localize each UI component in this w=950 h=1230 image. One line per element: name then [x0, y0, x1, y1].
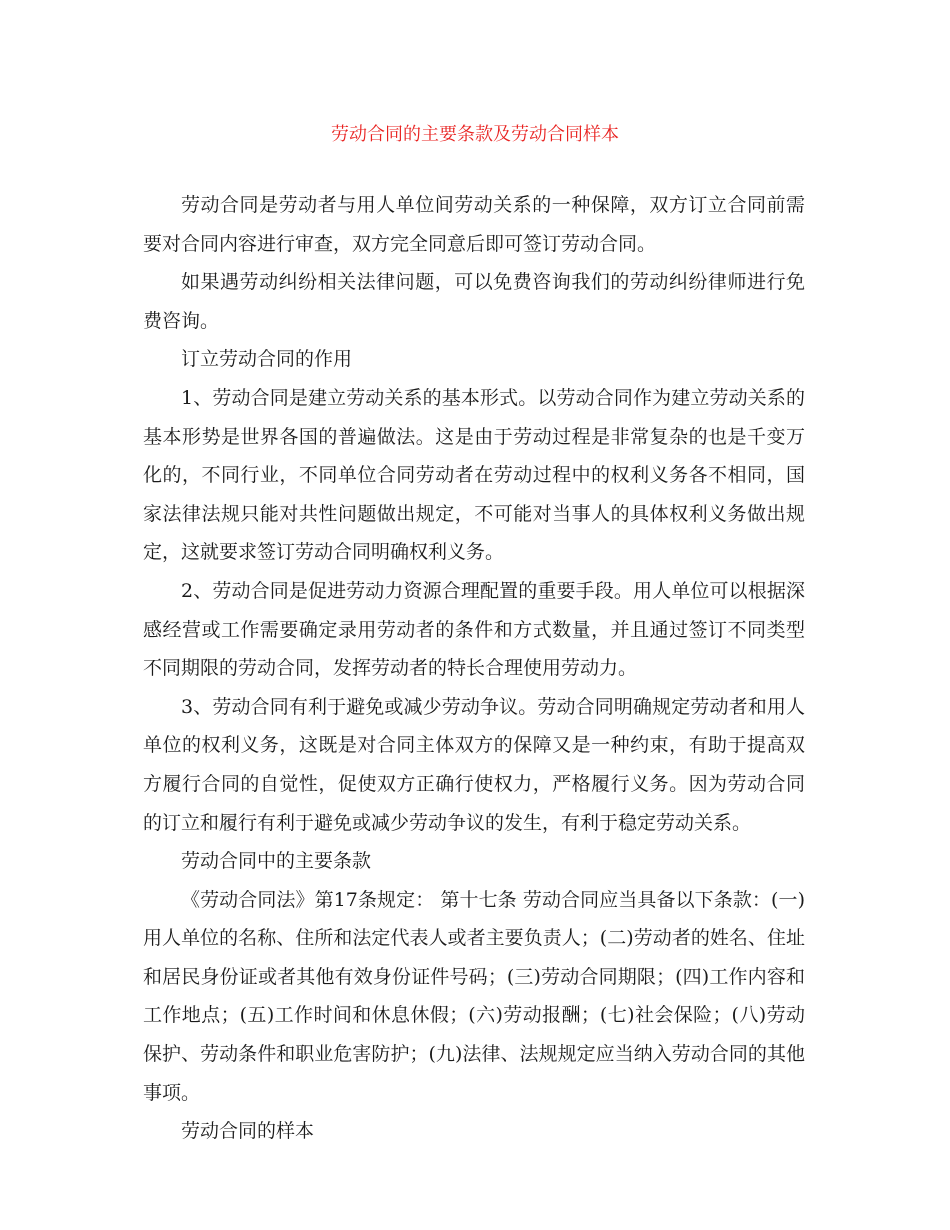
- paragraph-point-3: 3、劳动合同有利于避免或减少劳动争议。劳动合同明确规定劳动者和用人单位的权利义务，这既是对合同主体双方的保障又是一种约束，有助于提高双方履行合同的自觉性，促使双方正确行使权力，严格履行义务。因为劳动合同的订立和履行有利于避免或减少劳动争议的发生，有利于稳定劳动关系。: [143, 695, 805, 834]
- heading-sample: 劳动合同的样本: [181, 1120, 315, 1143]
- document-title: 劳动合同的主要条款及劳动合同样本: [331, 124, 619, 145]
- heading-role: 订立劳动合同的作用: [181, 348, 353, 371]
- document-body: [143, 186, 805, 1151]
- paragraph-point-1: 1、劳动合同是建立劳动关系的基本形式。以劳动合同作为建立劳动关系的基本形势是世界各国的普遍做法。这是由于劳动过程是非常复杂的也是千变万化的，不同行业，不同单位合同劳动者在劳动过程中的权利义务各不相同，国家法律法规只能对共性问题做出规定，不可能对当事人的具体权利义务做出规定，这就要求签订劳动合同明确权利义务。: [143, 386, 805, 564]
- heading-main-clauses: 劳动合同中的主要条款: [181, 850, 372, 873]
- paragraph-intro: 劳动合同是劳动者与用人单位间劳动关系的一种保障，双方订立合同前需要对合同内容进行审查，双方完全同意后即可签订劳动合同。: [143, 194, 805, 255]
- paragraph-article-17: 《劳动合同法》第17条规定： 第十七条 劳动合同应当具备以下条款：(一)用人单位的名称、住所和法定代表人或者主要负责人；(二)劳动者的姓名、住址和居民身份证或者其他有效身份证件号码；(三)劳动合同期限；(四)工作内容和工作地点；(五)工作时间和休息休假；(六)劳动报酬；(七)社会保险；(八)劳动保护、劳动条件和职业危害防护；(九)法律、法规规定应当纳入劳动合同的其他事项。: [143, 888, 805, 1104]
- paragraph-consult: 如果遇劳动纠纷相关法律问题，可以免费咨询我们的劳动纠纷律师进行免费咨询。: [143, 271, 805, 332]
- paragraph-point-2: 2、劳动合同是促进劳动力资源合理配置的重要手段。用人单位可以根据深感经营或工作需要确定录用劳动者的条件和方式数量，并且通过签订不同类型不同期限的劳动合同，发挥劳动者的特长合理使用劳动力。: [143, 579, 805, 680]
